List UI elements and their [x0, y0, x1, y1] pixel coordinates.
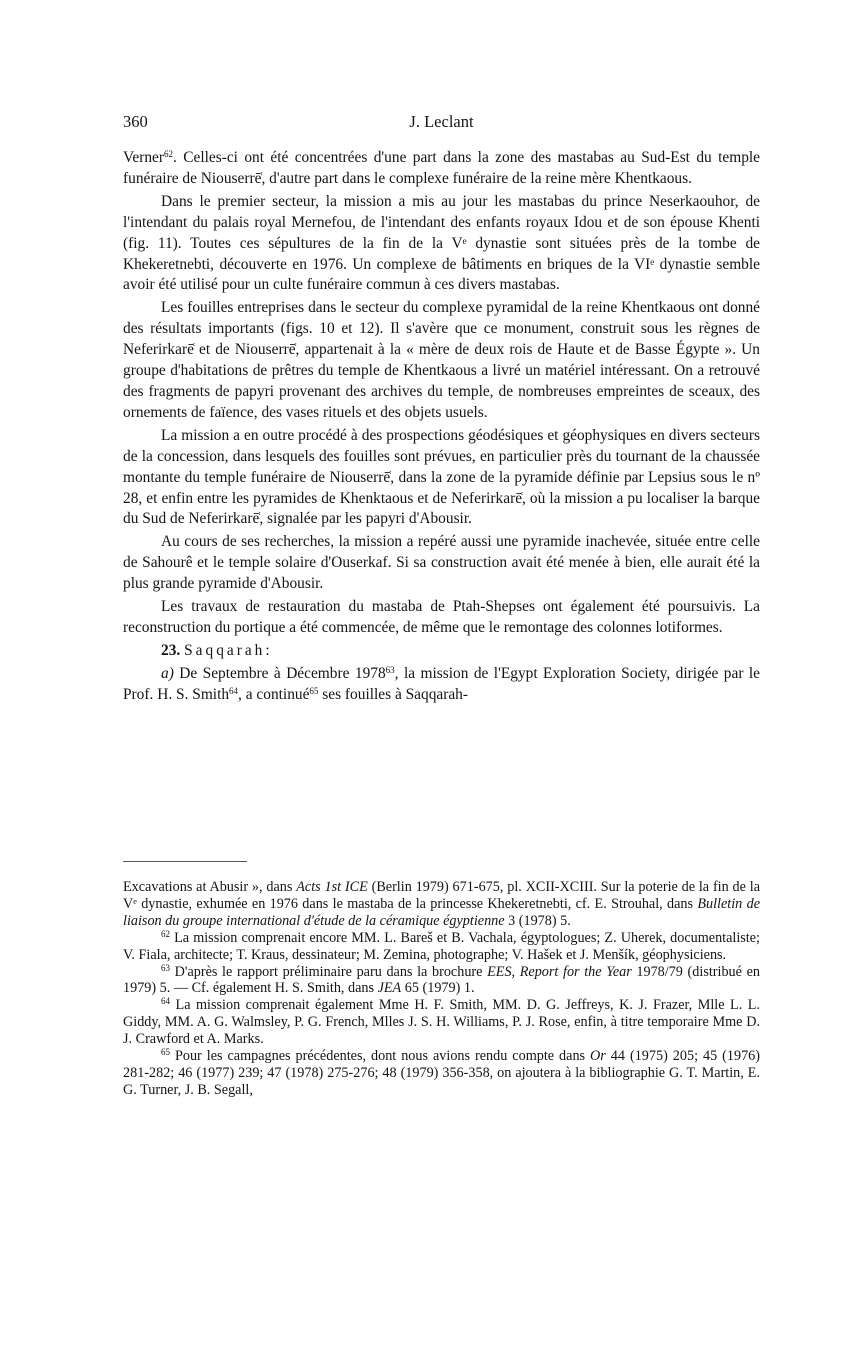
- footnote-62: [123, 930, 760, 964]
- text-run: De Septembre à Décembre 1978: [173, 664, 386, 682]
- text-run: 3 (1978) 5.: [504, 912, 571, 929]
- footnote-64: [123, 997, 760, 1048]
- section-place: Saqqarah:: [184, 641, 273, 659]
- text-run: (Berlin 1979) 671-675, pl. XCII-XCIII. Sur la poterie de la fin de la Vᵉ dynastie, exhumée en 1976 dans le mastaba de la princesse Khekeretnebti, cf. E. Strouhal, dans: [123, 879, 761, 912]
- paragraph: [123, 148, 760, 190]
- footnote-number: 62: [161, 928, 170, 939]
- footnote-ref: 63: [385, 664, 395, 675]
- text-run: , la mission de l'Egypt Exploration Society, dirigée par le Prof. H. S. Smith: [123, 664, 760, 703]
- footnotes: [123, 879, 760, 1099]
- text-run: , a continué: [238, 685, 310, 703]
- footnote-separator: [123, 861, 247, 862]
- section-number: 23.: [161, 641, 181, 659]
- text-run: Verner: [123, 149, 165, 166]
- footnote-number: 64: [161, 996, 170, 1007]
- text-run: . Celles-ci ont été concentrées d'une part dans la zone des mastabas au Sud-Est du temple funéraire de Niouserrē͑, d'autre part dans le complexe funéraire de la reine mère Khentkaous.: [123, 149, 760, 187]
- section-heading: [123, 641, 760, 662]
- paragraph: [123, 664, 760, 706]
- paragraph: Dans le premier secteur, la mission a mis au jour les mastabas du prince Neserkaouhor, de l'intendant du palais royal Mernefou, de l'intendant des enfants royaux Idou et de son épouse Khenti (fig. 11). Toutes ces sépultures de la fin de la Vᵉ dynastie sont situées près de la tombe de Khekeretnebti, découverte en 1976. Un complexe de bâtiments en briques de la VIᵉ dynastie semble avoir été utilisé pour un culte funéraire commun à ces divers mastabas.: [123, 192, 760, 294]
- footnote-number: 63: [161, 962, 170, 973]
- paragraph: Au cours de ses recherches, la mission a repéré aussi une pyramide inachevée, située entre celle de Sahourê et le temple solaire d'Ouserkaf. Si sa construction avait été menée à bien, elle aurait été la plus grande pyramide d'Abousir.: [123, 533, 760, 593]
- text-run: 44 (1975) 205; 45 (1976) 281-282; 46 (1977) 239; 47 (1978) 275-276; 48 (1979) 356-358, on ajoutera à la bibliographie G. T. Martin, E. G. Turner, J. B. Segall,: [123, 1048, 760, 1098]
- page-header: [123, 112, 760, 136]
- text-run: 65 (1979) 1.: [401, 980, 475, 997]
- text-run: La mission comprenait également Mme H. F. Smith, MM. D. G. Jeffreys, K. J. Frazer, Mlle L. L. Giddy, MM. A. G. Walmsley, P. G. French, Mlles J. S. H. Williams, P. J. Rose, enfin, à titre temporaire Mme D. J. Crawford et A. Marks.: [123, 997, 760, 1048]
- footnote-ref: 65: [309, 685, 319, 696]
- footnote-65: [123, 1048, 760, 1099]
- text-run: Pour les campagnes précédentes, dont nous avions rendu compte dans: [170, 1048, 591, 1065]
- paragraph: Les fouilles entreprises dans le secteur du complexe pyramidal de la reine Khentkaous ont donné des résultats importants (figs. 10 et 12). Il s'avère que ce monument, construit sous les règnes de Neferirkarē͑ et de Niouserrē͑, appartenait à la « mère de deux rois de Haute et de Basse Égypte ». Un groupe d'habitations de prêtres du temple de Khentkaous a livré un matériel intéressant. On a retrouvé des fragments de papyri provenant des archives du temple, de nombreuses empreintes de sceaux, des ornements de faïence, des vases rituels et des objets usuels.: [123, 299, 760, 421]
- text-run: La mission comprenait encore MM. L. Bareš et B. Vachala, égyptologues; Z. Uherek, documentaliste; V. Fiala, architecte; T. Kraus, dessinateur; M. Zemina, photographe; V. Hašek et J. Menšík, géophysiciens.: [123, 929, 760, 963]
- footnote-63: [123, 964, 760, 998]
- italic-title: JEA: [377, 980, 402, 997]
- text-run: D'après le rapport préliminaire paru dans la brochure: [170, 963, 488, 980]
- text-run: Excavations at Abusir », dans: [123, 879, 297, 895]
- footnote-number: 65: [161, 1047, 170, 1058]
- footnote-ref: 64: [229, 685, 239, 696]
- paragraph: La mission a en outre procédé à des prospections géodésiques et géophysiques en divers secteurs de la concession, dans lesquels des fouilles sont prévues, en particulier près du tournant de la chaussée montante du temple funéraire de Niouserrē͑, dans la zone de la pyramide définie par Lepsius sous le nº 28, et enfin entre les pyramides de Khenktaous et de Neferirkarē͑, où la mission a pu localiser la barque du Sud de Neferirkarē͑, signalée par les papyri d'Abousir.: [123, 426, 760, 528]
- footnote-ref: 62: [164, 149, 174, 159]
- item-label: a): [161, 664, 174, 682]
- text-run: 1978/79 (distribué en 1979) 5. — Cf. également H. S. Smith, dans: [123, 963, 760, 997]
- text-run: ses fouilles à Saqqarah-: [318, 685, 469, 703]
- main-text: [123, 148, 760, 708]
- paragraph: Les travaux de restauration du mastaba de Ptah-Shepses ont également été poursuivis. La reconstruction du portique a été commencée, de même que le remontage des colonnes lotiformes.: [123, 598, 760, 636]
- italic-title: Acts 1st ICE: [296, 879, 368, 895]
- running-head: J. Leclant: [409, 112, 474, 131]
- italic-title: Bulletin de liaison du groupe international d'étude de la céramique égyptienne: [123, 895, 760, 929]
- footnote-continuation: [123, 879, 760, 930]
- italic-title: Or: [590, 1048, 606, 1065]
- italic-title: EES, Report for the Year: [487, 963, 632, 980]
- page-number: 360: [123, 112, 148, 131]
